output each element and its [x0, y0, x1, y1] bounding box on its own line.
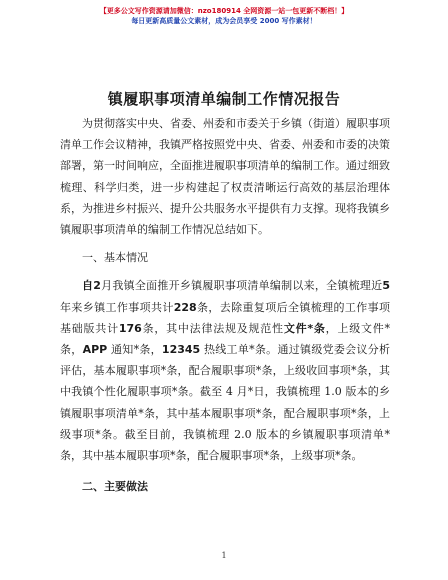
section-heading-main-practices: 二、主要做法 [82, 480, 148, 494]
promo-line-2: 每日更新高质量公文素材，成为会员享受 2000 写作素材！ [131, 17, 317, 25]
document-title: 镇履职事项清单编制工作情况报告 [107, 90, 341, 108]
app-label: APP [82, 343, 108, 357]
hotline-number: 12345 [161, 343, 201, 357]
promo-line-1: 【更多公文写作资源请加微信：nzo180914 全网资源一站一包更新不断档！】 [99, 7, 349, 15]
intro-paragraph: 为贯彻落实中央、省委、州委和市委关于乡镇（街道）履职事项清单工作会议精神，我镇严格按照党中央、省委、州委和市委的决策部署，第一时间响应，全面推进履职事项清单的编制工作。通过细致梳理、科学归类，进一步构建起了权责清晰运行高效的基层治理体系，为推进乡村振兴、提升公共服务水平提供有力支撑。现将我镇乡镇履职事项清单的编制工作情况总结如下。 [60, 117, 390, 237]
docs-count: 文件*条 [283, 321, 326, 335]
page-number: 1 [221, 551, 227, 560]
month-number: 2 [93, 279, 101, 293]
document-body [60, 113, 390, 497]
section-heading-basic-situation: 一、基本情况 [82, 251, 148, 265]
total-items-number: 228 [173, 300, 197, 314]
basic-situation-paragraph: 自2月我镇全面推开乡镇履职事项清单编制以来，全镇梳理近5年来乡镇工作事项共计228条，去除重复项后全镇梳理的工作事项基础版共计176条，其中法律法规及规范性文件*条，上级文件*条，APP 通知*条，12345 热线工单*条。通过镇级党委会议分析评估，基本履职事项*条，配合履职事项*条，上级收回事项*条，其中我镇个性化履职事项*条。截至 4 月*日，我镇梳理 1.0 版本的乡镇履职事项清单*条，其中基本履职事项*条，配合履职事项*条，上级事项*条。截至目前，我镇梳理 2.0 版本的乡镇履职事项清单*条，其中基本履职事项*条，配合履职事项*条，上级事项*条。 [60, 279, 391, 463]
base-items-number: 176 [118, 321, 142, 335]
lead-word: 自 [82, 279, 94, 293]
promo-banner [0, 6, 448, 26]
years-number: 5 [382, 279, 391, 293]
